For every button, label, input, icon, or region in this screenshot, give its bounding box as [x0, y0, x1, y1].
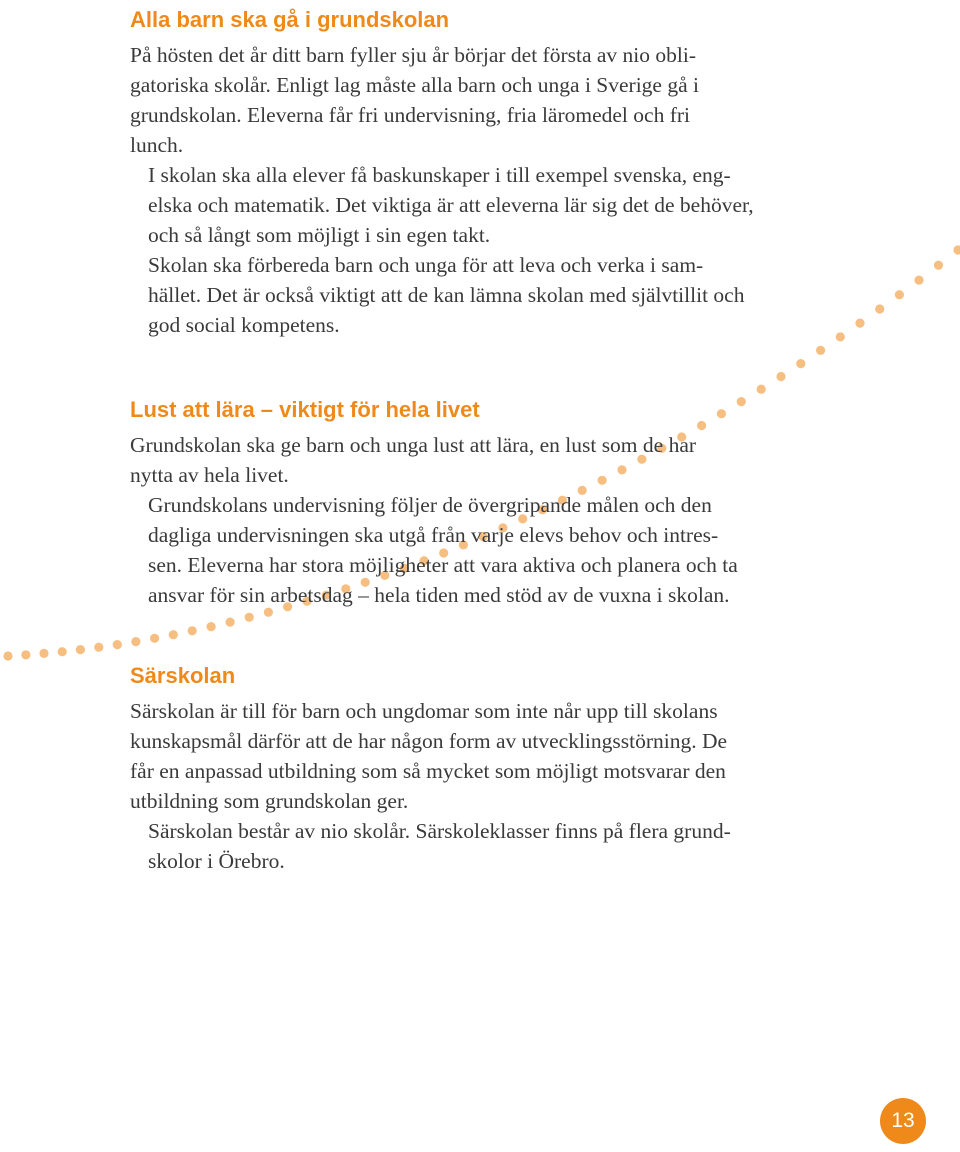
- decorative-dot: [207, 622, 216, 631]
- paragraph: [130, 490, 830, 610]
- page-number-badge: 13: [880, 1098, 926, 1144]
- text-line: dagliga undervisningen ska utgå från varje elevs behov och intres-: [148, 523, 719, 547]
- paragraph: [130, 160, 830, 250]
- section-grundskolan: [130, 6, 830, 340]
- decorative-dot: [757, 385, 766, 394]
- decorative-dot: [94, 643, 103, 652]
- decorative-dot: [58, 647, 67, 656]
- text-line: god social kompetens.: [148, 313, 340, 337]
- section-heading: Lust att lära – viktigt för hela livet: [130, 397, 480, 422]
- paragraph: [130, 430, 830, 490]
- text-line: och så långt som möjligt i sin egen takt.: [148, 223, 491, 247]
- paragraph: [130, 40, 830, 160]
- text-line: nytta av hela livet.: [130, 463, 289, 487]
- section-lust-att-lara: [130, 396, 830, 610]
- text-line: I skolan ska alla elever få baskunskaper i till exempel svenska, eng-: [148, 163, 731, 187]
- section-sarskolan: [130, 662, 830, 876]
- decorative-dot: [816, 346, 825, 355]
- text-line: får en anpassad utbildning som så mycket som möjligt motsvarar den: [130, 759, 726, 783]
- text-line: utbildning som grundskolan ger.: [130, 789, 409, 813]
- decorative-dot: [113, 640, 122, 649]
- decorative-dot: [21, 650, 30, 659]
- decorative-dot: [776, 372, 785, 381]
- decorative-dot: [39, 649, 48, 658]
- section-heading: Alla barn ska gå i grundskolan: [130, 7, 450, 32]
- paragraph: [130, 250, 830, 340]
- decorative-dot: [188, 626, 197, 635]
- text-line: gatoriska skolår. Enligt lag måste alla barn och unga i Sverige gå i: [130, 73, 699, 97]
- decorative-dot: [836, 332, 845, 341]
- decorative-dot: [226, 618, 235, 627]
- decorative-dot: [169, 630, 178, 639]
- decorative-dot: [131, 637, 140, 646]
- text-line: Grundskolans undervisning följer de övergripande målen och den: [148, 493, 712, 517]
- decorative-dot: [245, 613, 254, 622]
- decorative-dot: [150, 634, 159, 643]
- decorative-dot: [914, 276, 923, 285]
- decorative-dot: [3, 651, 12, 660]
- decorative-dot: [895, 290, 904, 299]
- text-line: grundskolan. Eleverna får fri undervisning, fria läromedel och fri: [130, 103, 690, 127]
- decorative-dot: [796, 359, 805, 368]
- paragraph: [130, 816, 830, 876]
- decorative-dot: [953, 245, 960, 254]
- paragraph: [130, 696, 830, 816]
- text-line: hället. Det är också viktigt att de kan lämna skolan med självtillit och: [148, 283, 745, 307]
- text-line: På hösten det år ditt barn fyller sju år börjar det första av nio obli-: [130, 43, 697, 67]
- text-line: sen. Eleverna har stora möjligheter att vara aktiva och planera och ta: [148, 553, 738, 577]
- text-line: lunch.: [130, 133, 184, 157]
- decorative-dot: [855, 319, 864, 328]
- text-line: skolor i Örebro.: [148, 849, 285, 873]
- text-line: Särskolan är till för barn och ungdomar som inte når upp till skolans: [130, 699, 718, 723]
- section-heading: Särskolan: [130, 663, 236, 688]
- decorative-dot: [875, 304, 884, 313]
- text-line: elska och matematik. Det viktiga är att eleverna lär sig det de behöver,: [148, 193, 754, 217]
- text-line: ansvar för sin arbetsdag – hela tiden med stöd av de vuxna i skolan.: [148, 583, 730, 607]
- decorative-dot: [934, 261, 943, 270]
- text-line: Särskolan består av nio skolår. Särskoleklasser finns på flera grund-: [148, 819, 731, 843]
- text-line: Skolan ska förbereda barn och unga för att leva och verka i sam-: [148, 253, 704, 277]
- text-line: Grundskolan ska ge barn och unga lust att lära, en lust som de har: [130, 433, 697, 457]
- text-line: kunskapsmål därför att de har någon form av utvecklingsstörning. De: [130, 729, 728, 753]
- decorative-dot: [76, 645, 85, 654]
